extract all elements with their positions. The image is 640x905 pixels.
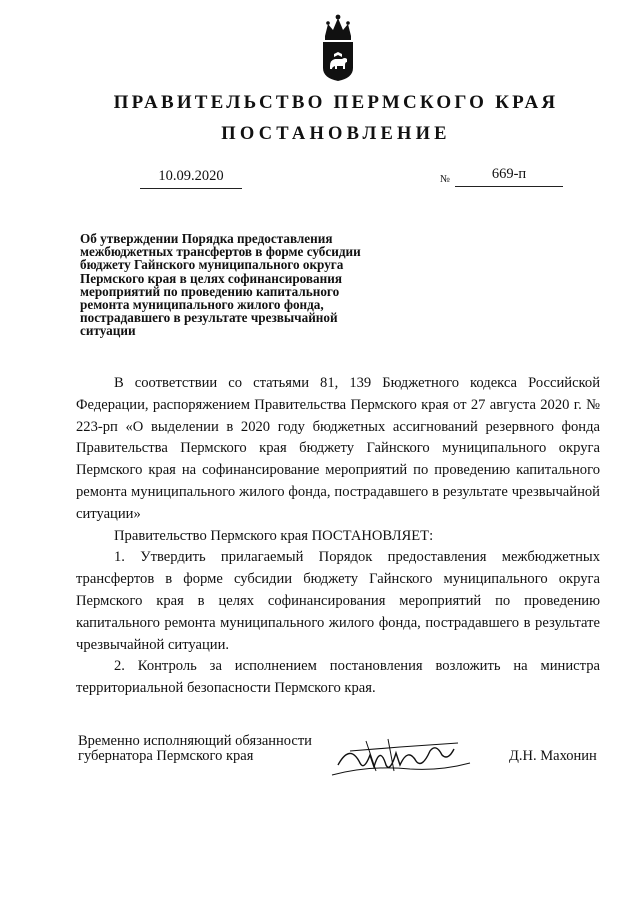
item-1-paragraph: 1. Утвердить прилагаемый Порядок предоставления межбюджетных трансфертов в форме субсидии бюджету Гайнского муниципального округа Пермского края в целях софинансирования мероприятий по проведению капитального ремонта муниципального жилого фонда, пострадавшего в результате чрезвычайной ситуации. <box>76 549 600 653</box>
signatory-position-line: Временно исполняющий обязанности <box>78 733 312 749</box>
subject-line: пострадавшего в результате чрезвычайной <box>80 310 338 326</box>
preamble-paragraph: В соответствии со статьями 81, 139 Бюджетного кодекса Российской Федерации, распоряжением Правительства Пермского края от 27 августа 2020 г. № 223-рп «О выделении в 2020 году бюджетных ассигнований резервного фонда Правительства Пермского края бюджету Гайнского муниципального округа Пермского края на софинансирование мероприятий по проведению капитального ремонта муниципального жилого фонда, пострадавшего в результате чрезвычайной ситуации» <box>76 375 600 522</box>
subject-line: межбюджетных трансфертов в форме субсидии <box>80 244 361 260</box>
subject-line: ремонта муниципального жилого фонда, <box>80 297 324 313</box>
signatory-position <box>78 734 312 764</box>
item-2-paragraph: 2. Контроль за исполнением постановления возложить на министра территориальной безопасности Пермского края. <box>76 658 600 697</box>
document-type: ПОСТАНОВЛЕНИЕ <box>221 124 451 144</box>
subject-line: Пермского края в целях софинансирования <box>80 270 342 286</box>
subject-line: бюджету Гайнского муниципального округа <box>80 257 344 273</box>
document-subject <box>80 232 390 338</box>
document-body <box>76 373 600 700</box>
subject-line: ситуации <box>80 323 136 339</box>
subject-line: Об утверждении Порядка предоставления <box>80 231 333 246</box>
document-number: 669-п <box>455 166 563 187</box>
subject-line: мероприятий по проведению капитального <box>80 283 340 299</box>
government-title: ПРАВИТЕЛЬСТВО ПЕРМСКОГО КРАЯ <box>113 92 559 113</box>
handwritten-signature <box>330 735 480 777</box>
signatory-name: Д.Н. Махонин <box>509 748 597 764</box>
document-date: 10.09.2020 <box>140 168 242 189</box>
decree-paragraph: Правительство Пермского края ПОСТАНОВЛЯЕТ: <box>114 527 434 544</box>
perm-krai-coat-of-arms-icon <box>320 10 356 82</box>
number-label: № <box>440 174 451 185</box>
signatory-position-line: губернатора Пермского края <box>78 748 254 764</box>
